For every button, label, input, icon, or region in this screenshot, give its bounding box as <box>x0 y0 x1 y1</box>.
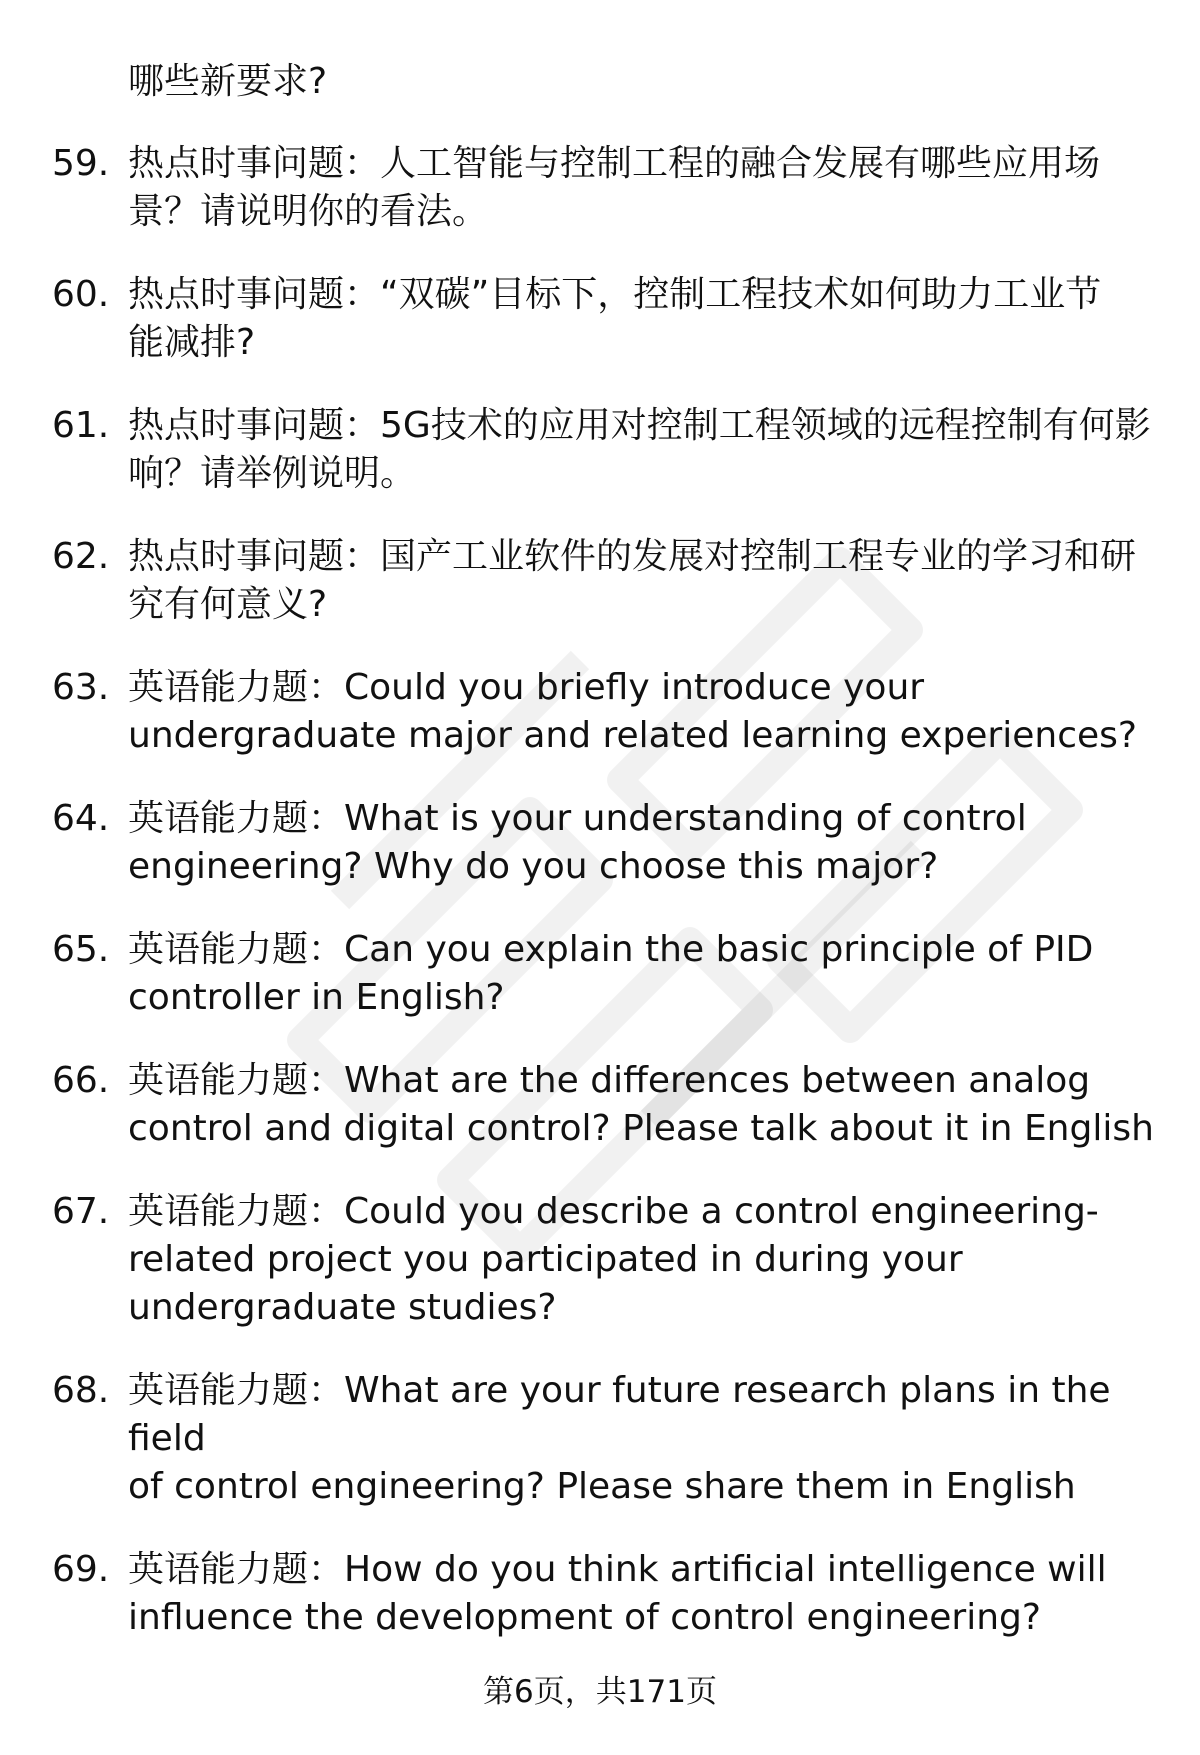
page-footer: 第6页，共171页 <box>483 1674 717 1710</box>
question-text: 英语能力题：How do you think artificial intelligence will influence the development of control engineering? <box>128 1549 1107 1638</box>
question-number: 67. <box>52 1191 110 1232</box>
question-number: 69. <box>52 1549 110 1590</box>
question-item <box>0 1188 1200 1332</box>
question-item <box>0 271 1200 367</box>
question-text: 热点时事问题：国产工业软件的发展对控制工程专业的学习和研 究有何意义? <box>128 536 1137 625</box>
question-number: 66. <box>52 1060 110 1101</box>
question-number: 59. <box>52 143 110 184</box>
question-list <box>0 140 1200 1677</box>
question-text: 英语能力题：Can you explain the basic principle of PID controller in English? <box>128 929 1094 1018</box>
question-number: 65. <box>52 929 110 970</box>
question-number: 60. <box>52 274 110 315</box>
question-number: 62. <box>52 536 110 577</box>
question-text: 英语能力题：What are your future research plans in the field of control engineering? Please share them in English <box>128 1370 1111 1507</box>
question-item <box>0 1367 1200 1511</box>
question-text: 热点时事问题：5G技术的应用对控制工程领域的远程控制有何影 响？请举例说明。 <box>128 405 1151 494</box>
question-text: 英语能力题：What are the differences between analog control and digital control? Please talk about it in English <box>128 1060 1154 1149</box>
question-text: 英语能力题：Could you describe a control engineering- related project you participated in during your undergraduate studies? <box>128 1191 1099 1328</box>
question-item <box>0 1057 1200 1153</box>
question-text: 英语能力题：What is your understanding of control engineering? Why do you choose this major? <box>128 798 1027 887</box>
question-item <box>0 926 1200 1022</box>
question-text: 英语能力题：Could you briefly introduce your undergraduate major and related learning experiences? <box>128 667 1138 756</box>
question-number: 63. <box>52 667 110 708</box>
question-item <box>0 664 1200 760</box>
question-item <box>0 1546 1200 1642</box>
question-number: 68. <box>52 1370 110 1411</box>
question-item <box>0 140 1200 236</box>
question-number: 64. <box>52 798 110 839</box>
question-text: 热点时事问题：“双碳”目标下，控制工程技术如何助力工业节 能减排? <box>128 274 1102 363</box>
question-item <box>0 402 1200 498</box>
continuation-text: 哪些新要求? <box>128 61 328 102</box>
question-item <box>0 795 1200 891</box>
question-text: 热点时事问题：人工智能与控制工程的融合发展有哪些应用场 景？请说明你的看法。 <box>128 143 1101 232</box>
question-number: 61. <box>52 405 110 446</box>
question-item <box>0 533 1200 629</box>
